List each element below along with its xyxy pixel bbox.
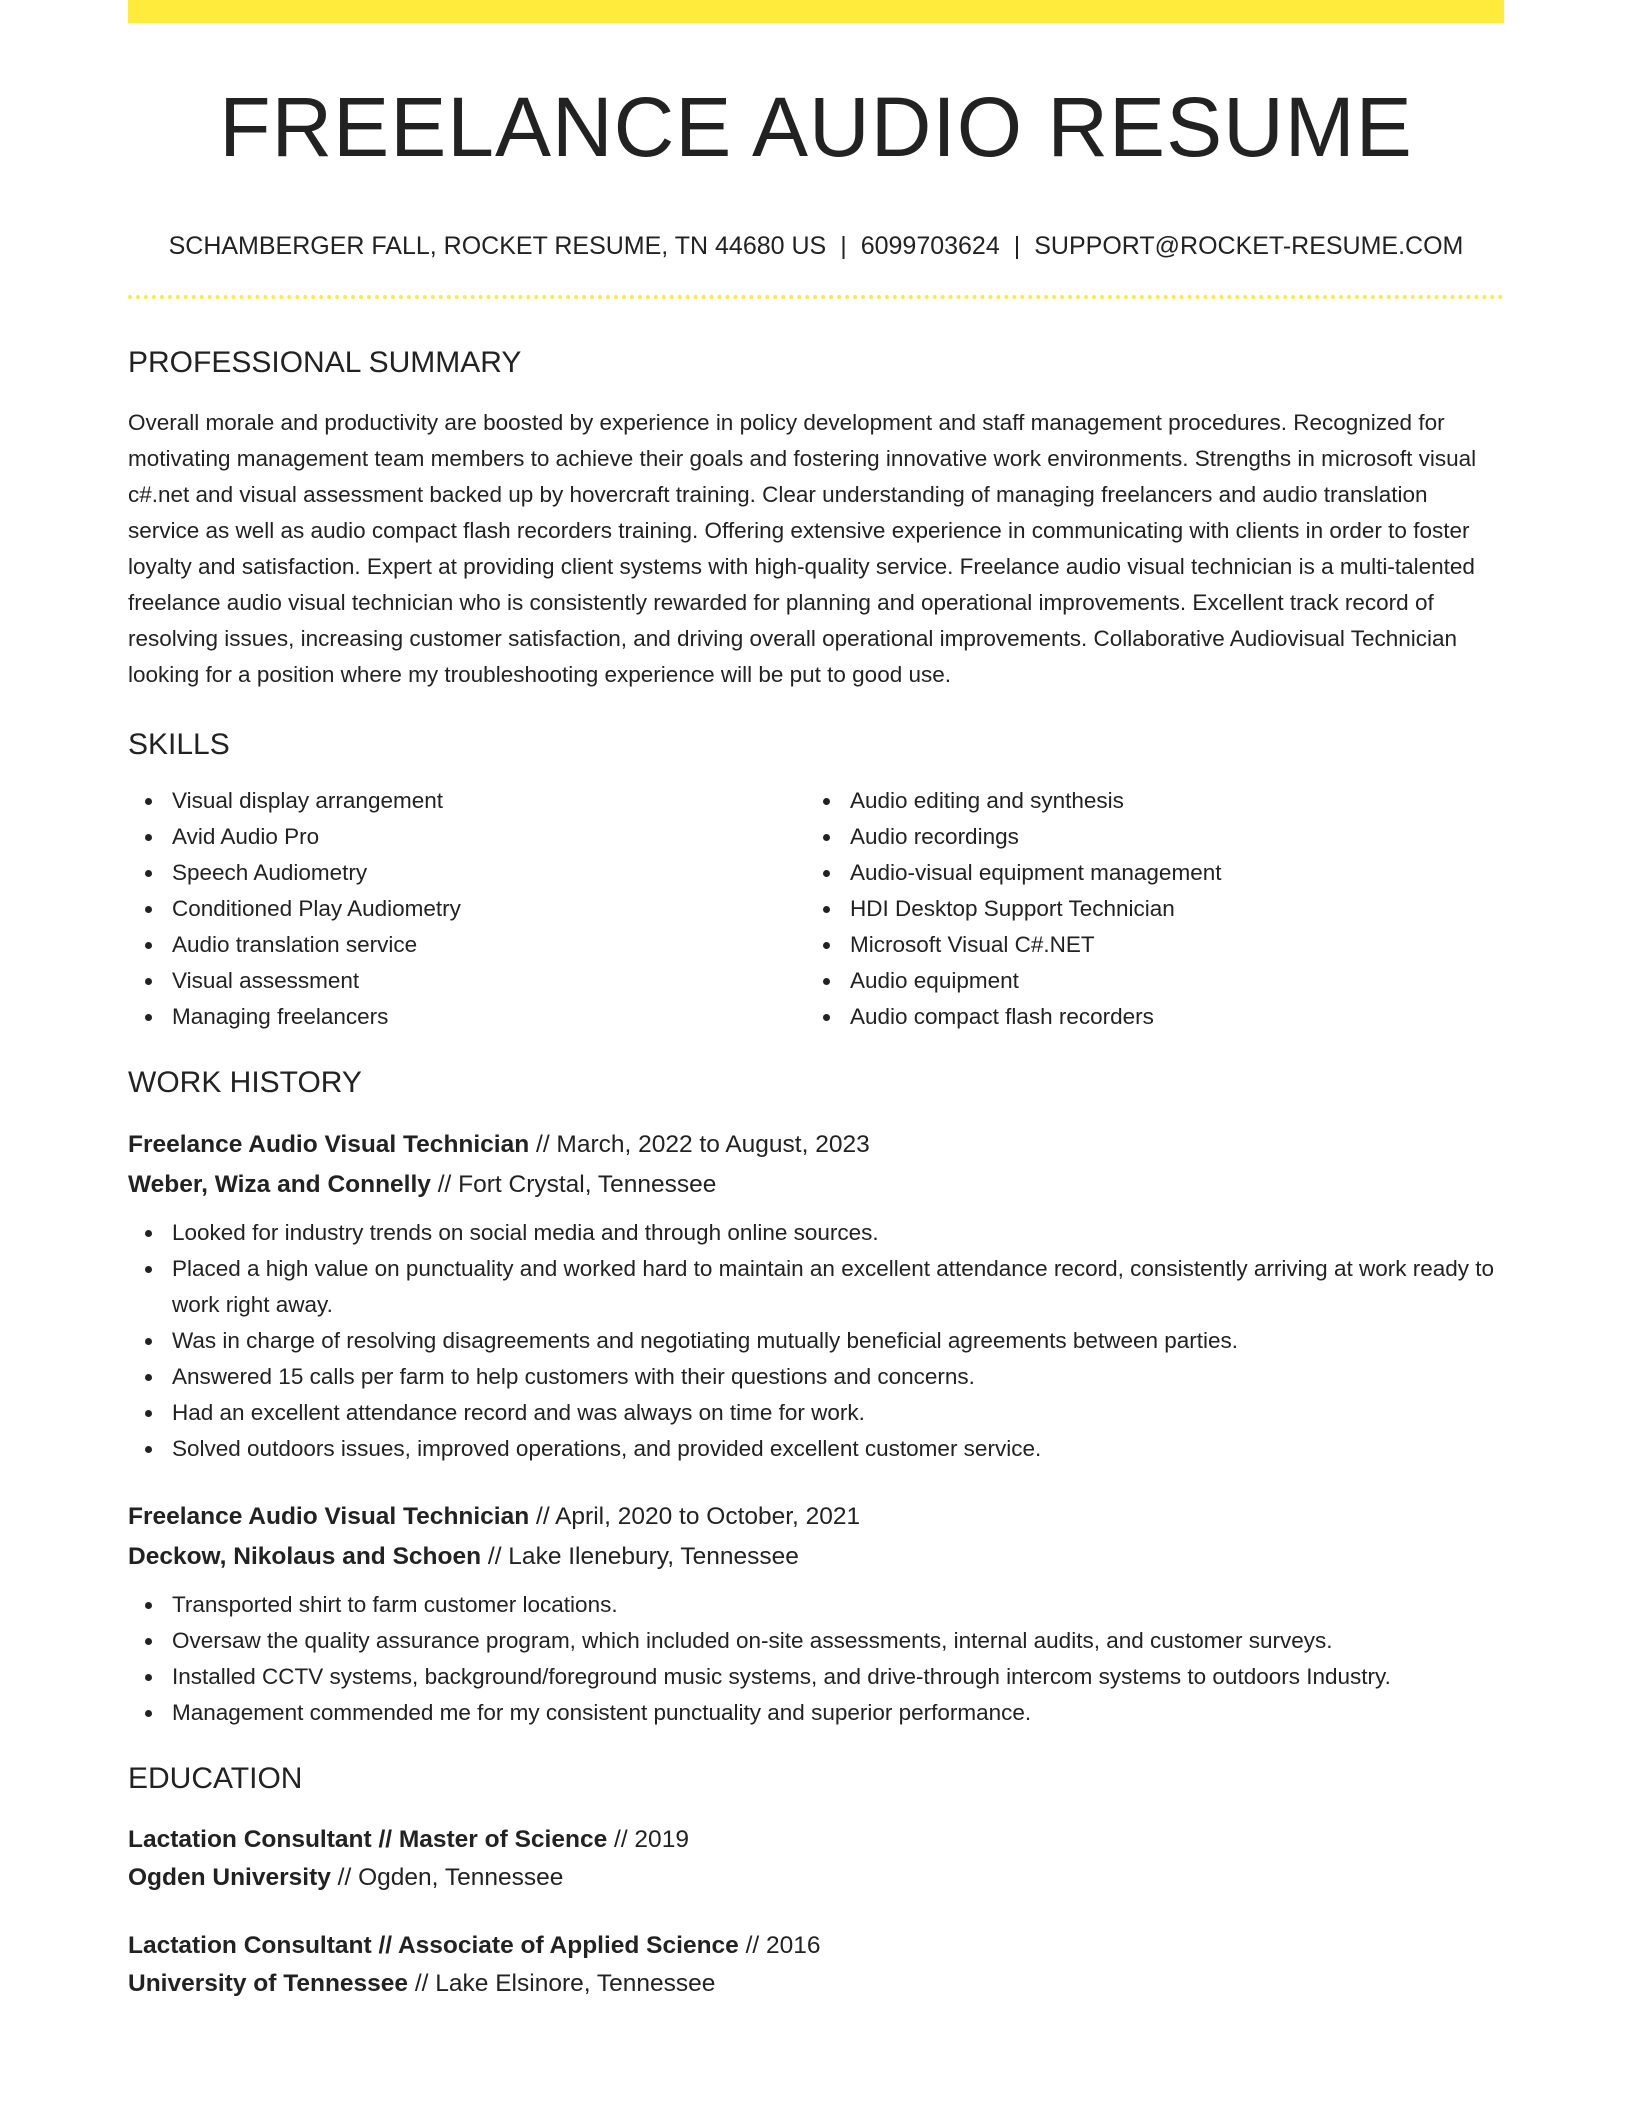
skill-item: Audio equipment [806, 963, 1484, 999]
job-dates: // April, 2020 to October, 2021 [536, 1503, 861, 1530]
skill-item: Managing freelancers [128, 999, 806, 1035]
education-year: // 2019 [614, 1826, 689, 1853]
skill-item: Speech Audiometry [128, 855, 806, 891]
job-role: Freelance Audio Visual Technician [128, 1131, 530, 1158]
skill-item: Visual display arrangement [128, 783, 806, 819]
education-degree-line [128, 1821, 1504, 1859]
skill-item: HDI Desktop Support Technician [806, 891, 1484, 927]
skill-item: Avid Audio Pro [128, 819, 806, 855]
job-role: Freelance Audio Visual Technician [128, 1503, 530, 1530]
job-company: Weber, Wiza and Connelly [128, 1171, 431, 1198]
job-company-line [128, 1537, 1504, 1577]
education-location: // Ogden, Tennessee [337, 1864, 564, 1891]
job-bullets [128, 1587, 1504, 1731]
skills-column-right [806, 783, 1484, 1035]
job-bullet: Looked for industry trends on social media and through online sources. [128, 1215, 1504, 1251]
contact-address: SCHAMBERGER FALL, ROCKET RESUME, TN 44680 US [168, 232, 827, 260]
skill-item: Microsoft Visual C#.NET [806, 927, 1484, 963]
education-year: // 2016 [745, 1932, 821, 1959]
contact-line [128, 231, 1504, 261]
resume-title: FREELANCE AUDIO RESUME [219, 80, 1413, 174]
resume-page [128, 0, 1504, 2003]
skill-item: Visual assessment [128, 963, 806, 999]
education-degree: Lactation Consultant // Master of Science [128, 1826, 608, 1853]
section-title-work-history: WORK HISTORY [128, 1066, 362, 1099]
job-bullet: Installed CCTV systems, background/foreground music systems, and drive-through intercom systems to outdoors Industry. [128, 1659, 1504, 1695]
job-bullet: Solved outdoors issues, improved operations, and provided excellent customer service. [128, 1431, 1504, 1467]
job-bullet: Placed a high value on punctuality and worked hard to maintain an excellent attendance record, consistently arriving at work ready to work right away. [128, 1251, 1504, 1323]
job-bullet: Had an excellent attendance record and was always on time for work. [128, 1395, 1504, 1431]
job-location: // Fort Crystal, Tennessee [437, 1171, 717, 1198]
skill-item: Audio translation service [128, 927, 806, 963]
job-bullet: Answered 15 calls per farm to help customers with their questions and concerns. [128, 1359, 1504, 1395]
education-school: Ogden University [128, 1864, 331, 1891]
job-bullet: Management commended me for my consistent punctuality and superior performance. [128, 1695, 1504, 1731]
contact-separator: | [840, 232, 847, 260]
education-degree-line [128, 1927, 1504, 1965]
job-dates: // March, 2022 to August, 2023 [536, 1131, 870, 1158]
skills-column-left [128, 783, 806, 1035]
job-role-line [128, 1125, 1504, 1165]
contact-separator: | [1013, 232, 1021, 260]
job-company: Deckow, Nikolaus and Schoen [128, 1543, 482, 1570]
education-entry [128, 1927, 1504, 2003]
education-school-line [128, 1859, 1504, 1897]
job-entry [128, 1497, 1504, 1731]
summary-text: Overall morale and productivity are boosted by experience in policy development and staff management procedures. Recognized for motivating management team members to achieve their goals and fostering innovative work environments. Strengths in microsoft visual c#.net and visual assessment backed up by hovercraft training. Clear understanding of managing freelancers and audio translation service as well as audio compact flash recorders training. Offering extensive experience in communicating with clients in order to foster loyalty and satisfaction. Expert at providing client systems with high-quality service. Freelance audio visual technician is a multi-talented freelance audio visual technician who is consistently rewarded for planning and operational improvements. Excellent track record of resolving issues, increasing customer satisfaction, and driving overall operational improvements. Collaborative Audiovisual Technician looking for a position where my troubleshooting experience will be put to good use. [128, 410, 1477, 687]
job-role-line [128, 1497, 1504, 1537]
section-title-education: EDUCATION [128, 1762, 303, 1795]
job-location: // Lake Ilenebury, Tennessee [487, 1543, 799, 1570]
skill-item: Audio recordings [806, 819, 1484, 855]
job-bullet: Was in charge of resolving disagreements and negotiating mutually beneficial agreements between parties. [128, 1323, 1504, 1359]
skills-list [128, 783, 1504, 1035]
job-bullets [128, 1215, 1504, 1467]
education-school-line [128, 1965, 1504, 2003]
job-bullet: Oversaw the quality assurance program, which included on-site assessments, internal audits, and customer surveys. [128, 1623, 1504, 1659]
job-company-line [128, 1165, 1504, 1205]
top-accent-bar [128, 0, 1504, 23]
skill-item: Audio compact flash recorders [806, 999, 1484, 1035]
dotted-divider [128, 295, 1504, 299]
skill-item: Audio-visual equipment management [806, 855, 1484, 891]
contact-phone: 6099703624 [860, 232, 1000, 260]
education-entry [128, 1821, 1504, 1897]
skill-item: Audio editing and synthesis [806, 783, 1484, 819]
contact-email: SUPPORT@ROCKET-RESUME.COM [1034, 232, 1464, 260]
job-bullet: Transported shirt to farm customer locations. [128, 1587, 1504, 1623]
education-school: University of Tennessee [128, 1970, 409, 1997]
education-degree: Lactation Consultant // Associate of Applied Science [128, 1932, 739, 1959]
education-location: // Lake Elsinore, Tennessee [414, 1970, 716, 1997]
skill-item: Conditioned Play Audiometry [128, 891, 806, 927]
job-entry [128, 1125, 1504, 1467]
section-title-summary: PROFESSIONAL SUMMARY [128, 346, 522, 379]
section-title-skills: SKILLS [128, 728, 230, 761]
